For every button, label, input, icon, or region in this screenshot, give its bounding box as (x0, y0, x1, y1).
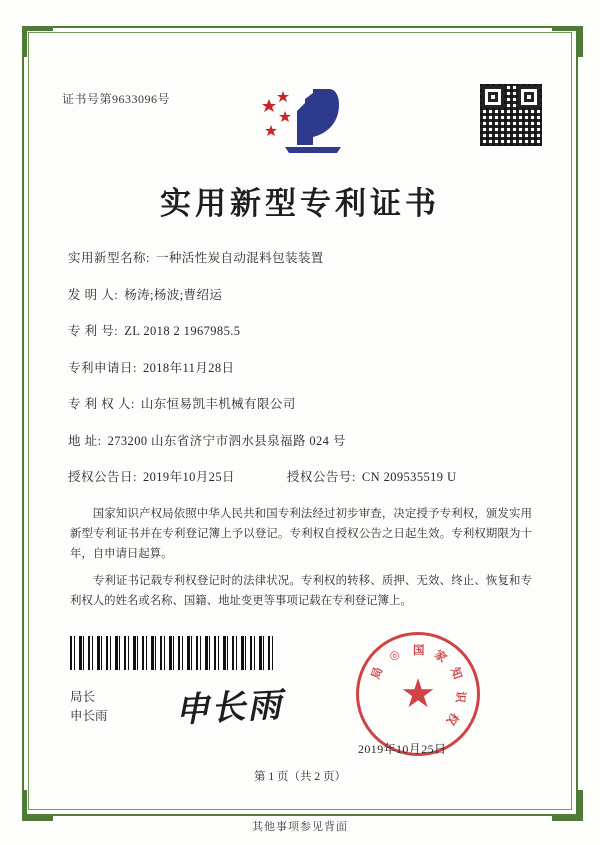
director-signature: 申长雨 (174, 685, 285, 731)
field-label-application-date: 专利申请日: (68, 360, 137, 375)
director-title-label: 局长 (70, 690, 96, 704)
seal-date: 2019年10月25日 (358, 742, 447, 756)
field-value-inventor: 杨涛;杨波;曹绍运 (124, 287, 223, 302)
barcode-icon (70, 636, 276, 670)
field-row-patentee (68, 394, 538, 412)
field-row-grant (68, 467, 538, 485)
footnote: 其他事项参见背面 (252, 821, 348, 833)
legal-text (70, 505, 532, 619)
field-value-grant-number: CN 209535519 U (361, 470, 457, 484)
field-label-patent-number: 专 利 号: (68, 324, 119, 338)
fields-list (68, 248, 538, 504)
grant-number-group (287, 467, 456, 485)
field-label-grant-number: 授权公告号: (286, 470, 356, 484)
border-corner-bottom-left (22, 790, 53, 821)
director-name-label: 申长雨 (70, 708, 108, 723)
field-row-application-date (68, 358, 538, 376)
field-value-grant-date: 2019年10月25日 (142, 470, 235, 484)
field-row-patent-number (68, 321, 538, 339)
field-value-address: 273200 山东省济宁市泗水县泉福路 024 号 (107, 433, 346, 448)
seal-ring-text: 国 家 知 识 权 局 ◎ (368, 643, 469, 728)
field-value-patentee: 山东恒易凯丰机械有限公司 (140, 397, 296, 411)
border-corner-top-right (552, 26, 583, 57)
field-row-inventor (68, 285, 538, 303)
field-value-name: 一种活性炭自动混料包装装置 (155, 251, 324, 265)
field-row-name (68, 248, 538, 266)
field-row-address (68, 431, 538, 449)
seal-star-glyph: ★ (400, 671, 436, 716)
field-label-name: 实用新型名称: (68, 251, 150, 265)
field-label-inventor: 发 明 人: (68, 287, 119, 302)
page-number: 第 1 页（共 2 页） (254, 771, 346, 783)
legal-paragraph-2: 专利证书记载专利权登记时的法律状况。专利权的转移、质押、无效、终止、恢复和专利权人的姓名或名称、国籍、地址变更等事项记载在专利登记簿上。 (70, 574, 532, 607)
field-label-patentee: 专 利 权 人: (68, 397, 135, 411)
qr-code-icon (480, 84, 542, 146)
border-corner-bottom-right (552, 790, 583, 821)
certificate-number: 证书号第9633096号 (62, 92, 171, 106)
field-value-application-date: 2018年11月28日 (142, 360, 235, 375)
border-corner-top-left (22, 26, 53, 57)
legal-paragraph-1: 国家知识产权局依照中华人民共和国专利法经过初步审查，决定授予专利权，颁发实用新型专利证书并在专利登记簿上予以登记。专利权自授权公告之日起生效。专利权期限为十年，自申请日起算。 (70, 508, 532, 560)
field-value-patent-number: ZL 2018 2 1967985.5 (124, 324, 241, 338)
sail-emblem-icon (255, 85, 345, 157)
field-label-address: 地 址: (68, 433, 102, 448)
official-seal (356, 632, 480, 756)
signoff-block (70, 688, 108, 726)
page-title: 实用新型专利证书 (160, 186, 440, 222)
field-label-grant-date: 授权公告日: (68, 470, 137, 484)
